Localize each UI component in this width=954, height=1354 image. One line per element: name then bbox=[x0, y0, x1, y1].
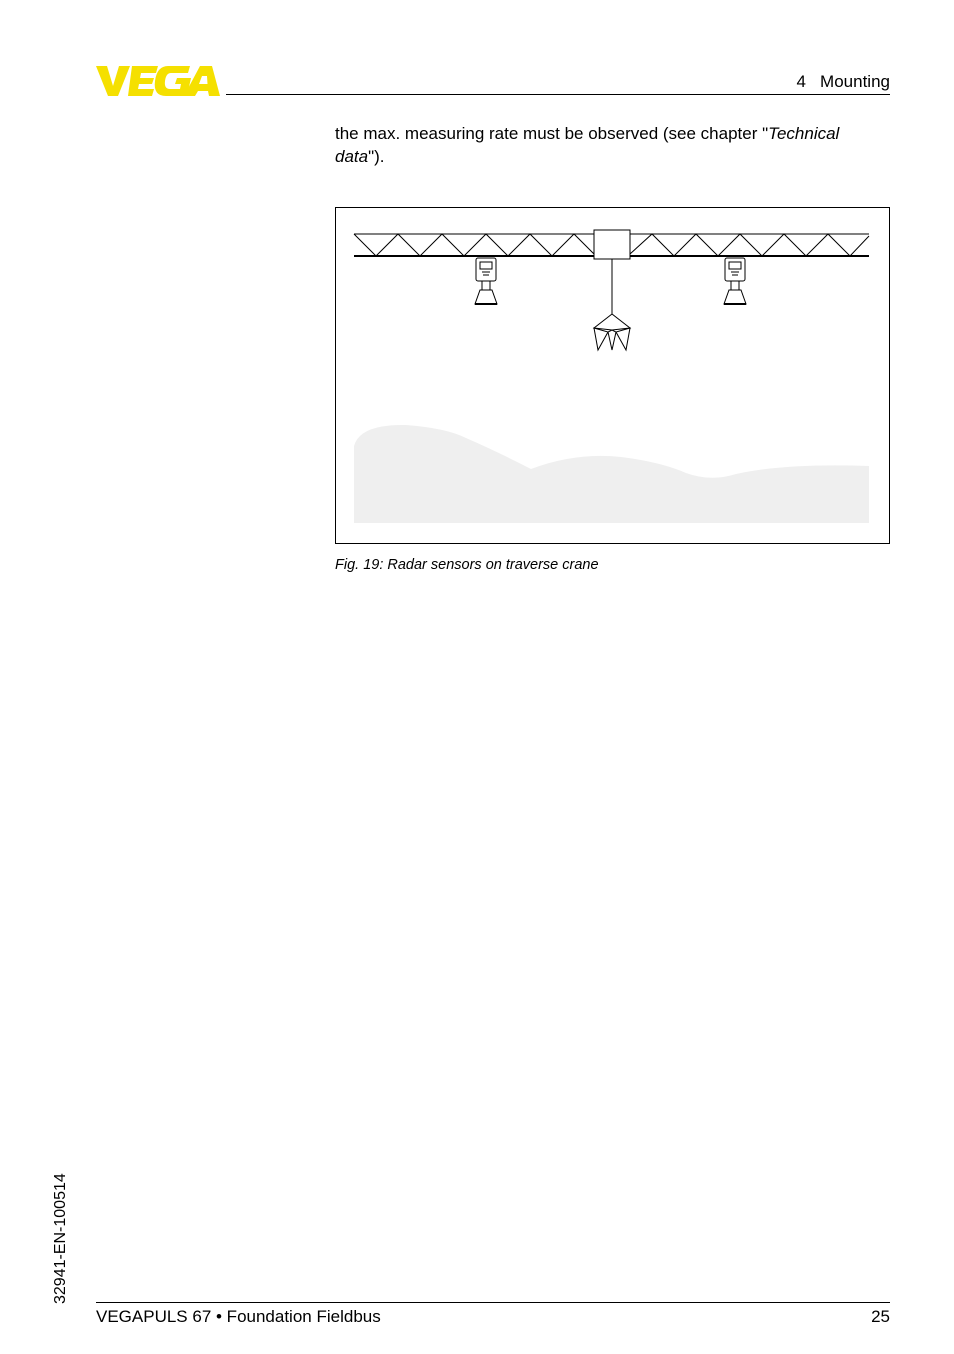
document-number: 32941-EN-100514 bbox=[52, 1173, 69, 1304]
radar-sensor-right bbox=[724, 258, 746, 304]
body-text-end: "). bbox=[368, 147, 385, 166]
section-title: 4 Mounting bbox=[796, 72, 890, 91]
crane-illustration bbox=[336, 208, 889, 543]
truss-web-left bbox=[354, 234, 594, 256]
footer-rule bbox=[96, 1302, 890, 1303]
body-text-start: the max. measuring rate must be observed (see chapter " bbox=[335, 124, 769, 143]
page-number: 25 bbox=[871, 1307, 890, 1326]
radar-sensor-left bbox=[475, 258, 497, 304]
bulk-material bbox=[354, 425, 869, 523]
header-rule bbox=[226, 94, 890, 95]
vega-logo bbox=[96, 64, 220, 98]
figure-caption: Fig. 19: Radar sensors on traverse crane bbox=[335, 557, 599, 573]
body-paragraph bbox=[335, 122, 891, 168]
crane-trolley bbox=[594, 230, 630, 259]
figure-traverse-crane bbox=[335, 207, 890, 544]
truss-web-right bbox=[630, 234, 869, 256]
crane-grab bbox=[594, 314, 630, 350]
footer-product: VEGAPULS 67 • Foundation Fieldbus bbox=[96, 1307, 381, 1326]
body-text-italic: Technical data bbox=[335, 124, 840, 166]
